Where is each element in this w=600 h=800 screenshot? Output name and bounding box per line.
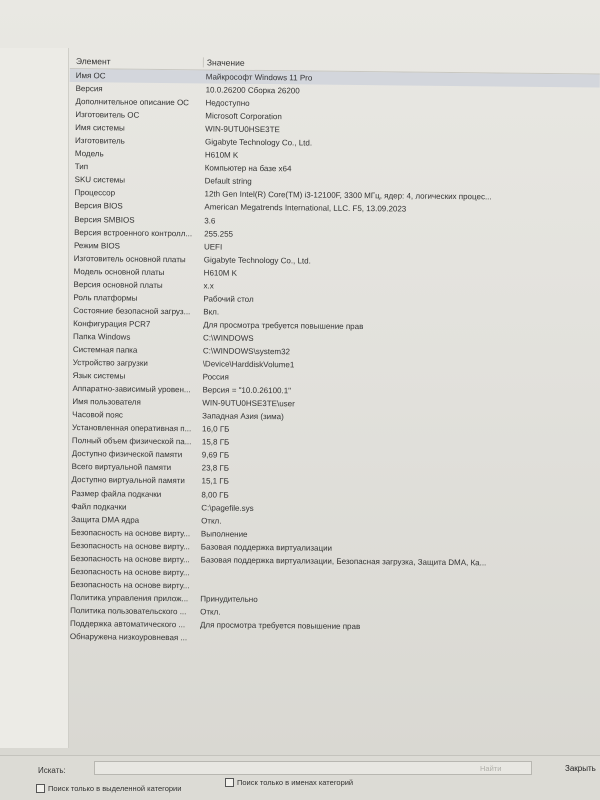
row-element: Процессор: [74, 188, 116, 198]
row-element: Устройство загрузки: [72, 358, 148, 368]
row-value: H610M K: [204, 150, 239, 161]
search-input[interactable]: [94, 761, 532, 775]
row-element: Изготовитель ОС: [75, 110, 140, 120]
search-bar: [0, 755, 600, 800]
row-value: Gigabyte Technology Co., Ltd.: [203, 255, 311, 266]
row-element: Безопасность на основе вирту...: [70, 527, 191, 538]
row-element: Версия: [75, 84, 103, 94]
row-value: Майкрософт Windows 11 Pro: [205, 72, 313, 83]
row-value: Принудительно: [200, 594, 258, 604]
row-element: Язык системы: [72, 371, 126, 381]
row-element: Файл подкачки: [71, 501, 127, 512]
row-value: 9,69 ГБ: [201, 450, 230, 461]
row-element: Изготовитель: [75, 136, 125, 146]
row-value: [200, 581, 590, 585]
row-element: Имя ОС: [75, 71, 106, 81]
row-value: Базовая поддержка виртуализации, Безопасная загрузка, Защита DMA, Ка...: [200, 555, 487, 568]
row-element: Дополнительное описание ОС: [75, 97, 190, 108]
row-value: 255.255: [204, 228, 234, 239]
row-element: Папка Windows: [72, 331, 131, 342]
row-value: C:\pagefile.sys: [201, 502, 254, 513]
checkbox-label: Поиск только в выделенной категории: [48, 784, 182, 793]
row-value: 15,1 ГБ: [201, 476, 229, 487]
find-button[interactable]: Найти: [480, 764, 502, 773]
row-value: C:\WINDOWS\system32: [202, 346, 291, 357]
row-value: Вкл.: [203, 307, 220, 317]
row-element: Размер файла подкачки: [71, 488, 162, 499]
row-element: Конфигурация PCR7: [73, 318, 151, 329]
row-element: Безопасность на основе вирту...: [70, 553, 190, 565]
details-table: [64, 52, 600, 658]
row-element: Защита DMA ядра: [71, 514, 140, 525]
row-value: UEFI: [203, 242, 223, 252]
row-value: 10.0.26200 Сборка 26200: [205, 85, 300, 96]
row-element: Имя пользователя: [72, 397, 141, 407]
row-value: 12th Gen Intel(R) Core(TM) i3-12100F, 3300 МГц, ядер: 4, логических процес...: [204, 189, 492, 202]
row-value: Западная Азия (зима): [202, 411, 284, 422]
row-element: SKU системы: [74, 175, 126, 185]
search-selected-category-checkbox[interactable]: [36, 784, 181, 793]
table-body: [64, 69, 600, 649]
row-value: Компьютер на базе x64: [204, 163, 292, 174]
row-element: Доступно виртуальной памяти: [71, 475, 185, 486]
row-value: Для просмотра требуется повышение прав: [199, 620, 361, 632]
row-element: Всего виртуальной памяти: [71, 462, 172, 473]
row-element: Политика управления прилож...: [70, 592, 189, 604]
row-element: Политика пользовательского ...: [70, 605, 187, 617]
row-element: Обнаружена низкоуровневая ...: [69, 632, 188, 643]
row-element: Тип: [74, 162, 89, 172]
row-element: Режим BIOS: [73, 240, 121, 251]
checkbox-label: Поиск только в именах категорий: [237, 778, 354, 787]
checkbox-icon[interactable]: [225, 778, 234, 787]
row-value: Gigabyte Technology Co., Ltd.: [205, 137, 313, 148]
row-value: [200, 633, 590, 637]
row-value: Выполнение: [200, 529, 248, 539]
row-element: Роль платформы: [73, 292, 138, 303]
row-value: [201, 568, 591, 572]
row-value: WIN-9UTU0HSE3TE\user: [202, 398, 295, 409]
search-label: Искать:: [38, 766, 66, 775]
row-value: C:\WINDOWS: [202, 333, 254, 343]
row-element: Безопасность на основе вирту...: [70, 566, 190, 578]
row-value: Откл.: [200, 607, 221, 617]
row-value: x.x: [203, 281, 214, 291]
row-value: Для просмотра требуется повышение прав: [203, 320, 364, 331]
checkbox-icon[interactable]: [36, 784, 45, 793]
row-value: Базовая поддержка виртуализации: [200, 542, 333, 553]
row-element: Системная папка: [72, 345, 138, 355]
row-value: Россия: [202, 372, 229, 382]
row-element: Версия BIOS: [74, 201, 123, 212]
row-value: Рабочий стол: [203, 294, 254, 304]
row-element: Полный объем физической па...: [71, 436, 192, 447]
row-element: Версия SMBIOS: [74, 214, 135, 225]
row-element: Установленная оперативная п...: [72, 423, 192, 434]
search-category-names-checkbox[interactable]: [225, 778, 353, 787]
row-element: Версия встроенного контролл...: [74, 227, 193, 238]
row-element: Изготовитель основной платы: [73, 253, 186, 264]
row-value: WIN-9UTU0HSE3TE: [205, 124, 280, 135]
row-element: Версия основной платы: [73, 279, 163, 290]
row-element: Безопасность на основе вирту...: [70, 540, 190, 551]
row-value: 3.6: [204, 215, 216, 226]
row-value: Microsoft Corporation: [205, 111, 282, 122]
row-value: 15,8 ГБ: [201, 437, 230, 448]
row-element: Безопасность на основе вирту...: [70, 579, 190, 591]
row-element: Поддержка автоматического ...: [69, 619, 186, 630]
row-value: 8,00 ГБ: [201, 489, 229, 500]
column-header-element[interactable]: Элемент: [75, 56, 111, 67]
row-element: Аппаратно-зависимый уровен...: [72, 384, 191, 395]
row-value: 16,0 ГБ: [202, 424, 230, 434]
row-value: Недоступно: [205, 98, 250, 108]
row-element: Доступно физической памяти: [71, 449, 183, 460]
row-element: Имя системы: [75, 123, 125, 133]
row-value: H610M K: [203, 268, 238, 278]
row-element: Модель: [74, 149, 104, 159]
category-tree-pane[interactable]: [0, 48, 69, 748]
row-value: Default string: [204, 176, 252, 187]
row-value: 23,8 ГБ: [201, 463, 230, 474]
row-value: Откл.: [201, 515, 222, 526]
row-value: American Megatrends International, LLC. F5, 13.09.2023: [204, 202, 407, 214]
row-value: \Device\HarddiskVolume1: [202, 359, 295, 370]
row-element: Часовой пояс: [72, 410, 123, 420]
column-header-value[interactable]: Значение: [203, 57, 245, 67]
row-value: Версия = "10.0.26100.1": [202, 385, 292, 396]
close-button[interactable]: Закрыть: [565, 764, 596, 773]
row-element: Состояние безопасной загруз...: [73, 305, 191, 317]
row-element: Модель основной платы: [73, 266, 165, 277]
